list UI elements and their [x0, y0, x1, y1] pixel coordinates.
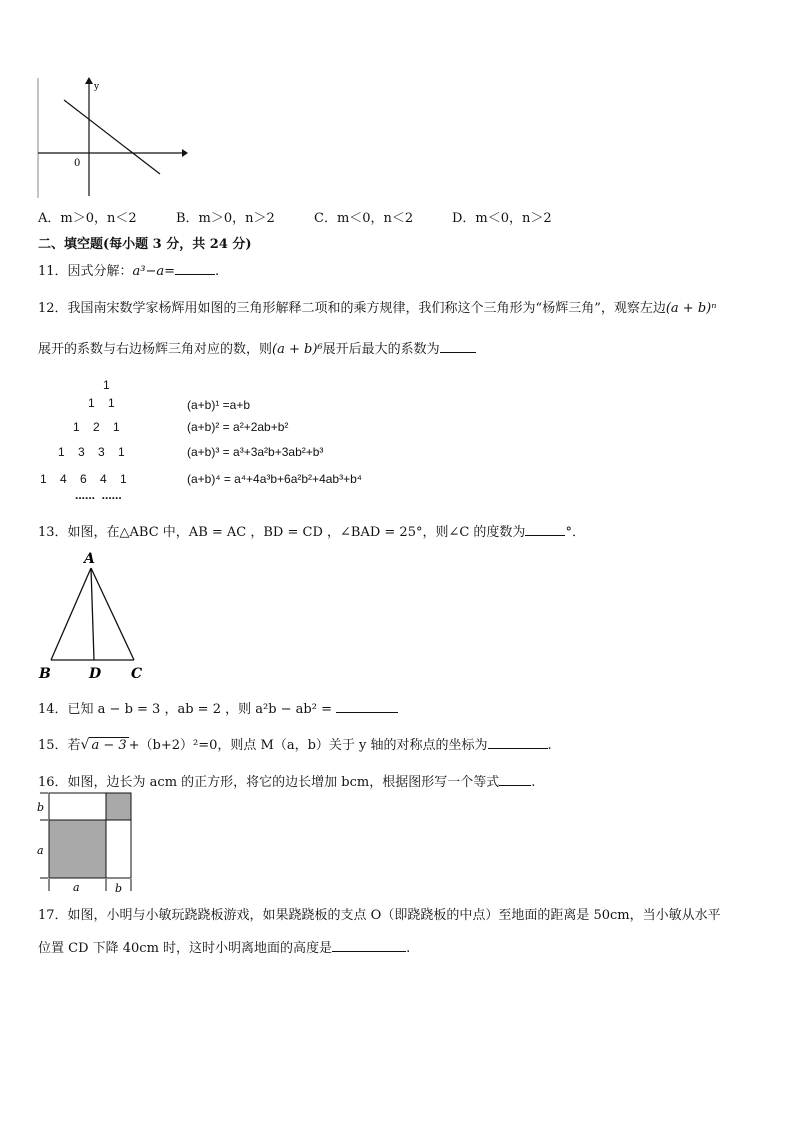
question-13 — [38, 521, 585, 540]
sqrt-sign: √ — [80, 737, 90, 753]
question-12-line2 — [38, 338, 476, 357]
q16-square-figure — [34, 793, 138, 897]
q12-line2-prefix: 展开的系数与右边杨辉三角对应的数，则 — [38, 342, 273, 357]
expansion-3: (a+b)³ = a³+3a²b+3ab²+b³ — [187, 445, 324, 459]
label-b-bottom: b — [115, 882, 123, 895]
q13-triangle-figure — [38, 550, 158, 684]
expansion-2: (a+b)² = a²+2ab+b² — [187, 420, 289, 434]
q15-answer-blank[interactable] — [488, 736, 548, 749]
question-12-line1 — [38, 297, 717, 316]
q12-line2-suffix: 展开后最大的系数为 — [322, 342, 440, 357]
label-a-left: a — [37, 844, 44, 857]
q15-suffix: . — [547, 738, 552, 753]
shaded-square-a — [49, 820, 106, 878]
q15-prefix: 15．若 — [38, 738, 81, 753]
q13-answer-blank[interactable] — [525, 523, 565, 536]
q12-line2-expr: (a + b)⁶ — [272, 342, 323, 357]
q13-text: 13．如图，在△ABC 中，AB = AC ，BD = CD ，∠BAD = 25°，则∠C 的度数为 — [38, 525, 526, 540]
triangle-row-1: 1 — [103, 378, 110, 392]
label-b: B — [39, 666, 51, 682]
triangle-row-2: 1 1 — [88, 396, 115, 410]
question-17-line2 — [38, 937, 410, 956]
q14-text: 14．已知 a − b = 3 ，ab = 2 ，则 a²b − ab² = — [38, 702, 332, 717]
q10-graph — [36, 76, 188, 200]
q10-option-c: C．m＜0，n＜2 — [314, 211, 414, 226]
question-17-line1: 17．如图，小明与小敏玩跷跷板游戏，如果跷跷板的支点 O（即跷跷板的中点）至地面的距离是 50cm，当小敏从水平 — [38, 908, 721, 923]
q15-sqrt-expr: a − 3 — [91, 738, 127, 753]
label-a-bottom: a — [73, 881, 80, 894]
y-axis-arrow — [85, 77, 93, 84]
q14-answer-blank[interactable] — [336, 700, 398, 713]
q11-expr: a³−a= — [132, 264, 176, 279]
q16-answer-blank[interactable] — [499, 773, 531, 786]
q17-suffix: . — [406, 941, 411, 956]
expansion-4: (a+b)⁴ = a⁴+4a³b+6a²b²+4ab³+b⁴ — [187, 472, 362, 486]
label-a: A — [84, 551, 95, 567]
q12-line1: 12．我国南宋数学家杨辉用如图的三角形解释二项和的乘方规律，我们称这个三角形为“杨辉三角”，观察左边 — [38, 301, 666, 316]
label-d: D — [89, 666, 102, 682]
q16-text: 16．如图，边长为 acm 的正方形，将它的边长增加 bcm，根据图形写一个等式 — [38, 775, 500, 790]
y-axis-label: y — [94, 82, 100, 92]
expansion-1: (a+b)¹ =a+b — [187, 398, 251, 412]
segment-ad — [91, 568, 94, 660]
question-16 — [38, 771, 535, 790]
q11-prefix: 11．因式分解： — [38, 264, 133, 279]
q16-suffix: . — [531, 775, 536, 790]
q12-line1-expr: (a + b)ⁿ — [665, 301, 717, 316]
q17-answer-blank[interactable] — [332, 939, 406, 952]
x-axis-arrow — [182, 149, 188, 157]
q10-option-d: D．m＜0，n＞2 — [452, 211, 552, 226]
label-c: C — [131, 666, 143, 682]
triangle-dots: ...... ...... — [75, 488, 122, 502]
q12-answer-blank[interactable] — [440, 340, 476, 353]
q11-suffix: . — [215, 264, 220, 279]
question-15 — [38, 734, 552, 753]
triangle-row-5: 1 4 6 4 1 — [40, 472, 127, 486]
side-ab — [51, 568, 91, 660]
q11-answer-blank[interactable] — [175, 262, 215, 275]
triangle-row-3: 1 2 1 — [73, 420, 120, 434]
q17-line2: 位置 CD 下降 40cm 时，这时小明离地面的高度是 — [38, 941, 333, 956]
q13-suffix: °． — [565, 525, 585, 540]
question-14 — [38, 698, 398, 717]
triangle-row-4: 1 3 3 1 — [58, 445, 125, 459]
origin-label: 0 — [74, 158, 81, 169]
q10-option-b: B．m＞0，n＞2 — [176, 211, 275, 226]
shaded-square-b — [106, 793, 131, 820]
q10-option-a: A．m＞0，n＜2 — [38, 211, 137, 226]
question-11 — [38, 260, 219, 279]
section-title: 二、填空题(每小题 3 分，共 24 分) — [38, 237, 252, 252]
q15-rest: +（b+2）²=0，则点 M（a，b）关于 y 轴的对称点的坐标为 — [128, 738, 488, 753]
label-b-left: b — [37, 801, 45, 814]
side-ac — [91, 568, 134, 660]
